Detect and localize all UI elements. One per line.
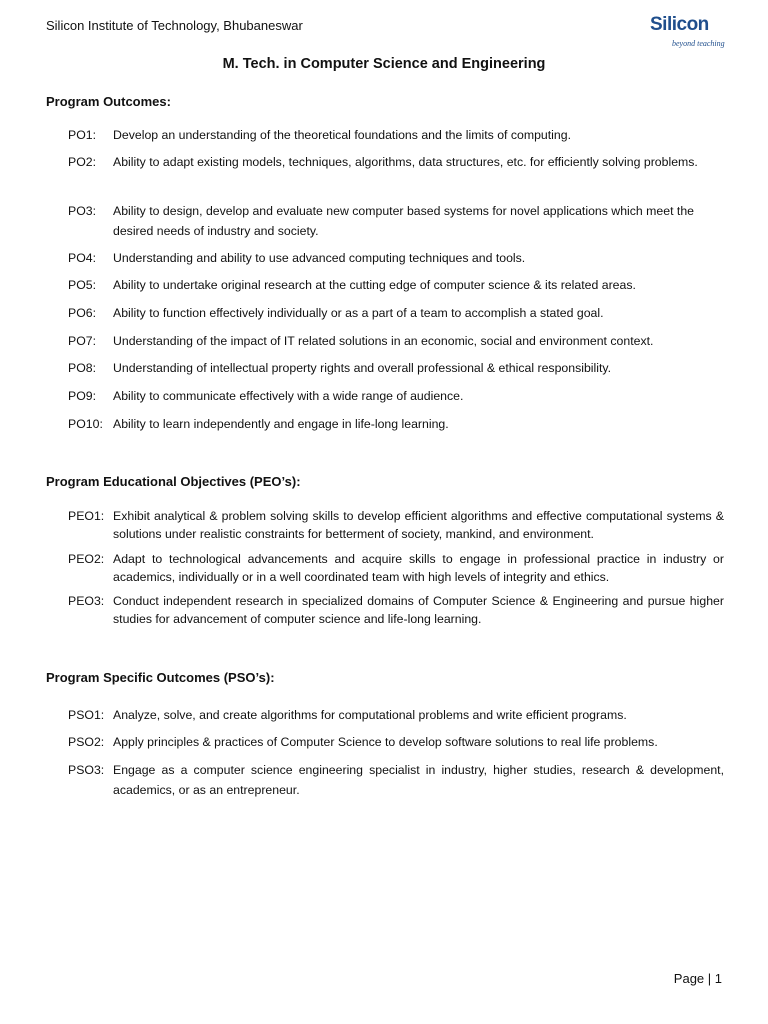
pso-text: Apply principles & practices of Computer Science to develop software solutions to real life problems. <box>113 735 658 749</box>
pso-code: PSO1: <box>68 708 105 722</box>
silicon-logo <box>650 14 730 54</box>
outcome-text: Develop an understanding of the theoretical foundations and the limits of computing. <box>113 128 572 142</box>
peo-code: PEO1: <box>68 509 105 523</box>
outcome-code: PO6: <box>68 306 97 320</box>
outcome-text: Ability to communicate effectively with a wide range of audience. <box>113 389 464 403</box>
peo-item <box>68 550 724 586</box>
outcome-item <box>68 414 724 434</box>
outcome-item <box>68 201 724 241</box>
peo-item <box>68 592 724 628</box>
outcome-text: Ability to undertake original research at the cutting edge of computer science & its related areas. <box>113 278 636 292</box>
peo-code: PEO3: <box>68 594 105 608</box>
peo-heading: Program Educational Objectives (PEO’s): <box>46 474 301 489</box>
pso-code: PSO2: <box>68 735 105 749</box>
outcome-code: PO2: <box>68 155 97 169</box>
document-title: M. Tech. in Computer Science and Engineering <box>222 56 546 72</box>
outcome-code: PO7: <box>68 334 97 348</box>
pso-text: Engage as a computer science engineering specialist in industry, higher studies, research & development, academics, or as an entrepreneur. <box>113 763 724 797</box>
logo-tagline: beyond teaching <box>672 39 725 48</box>
peo-item <box>68 507 724 543</box>
outcome-item <box>68 152 724 172</box>
outcome-code: PO9: <box>68 389 97 403</box>
peo-text: Exhibit analytical & problem solving skills to develop efficient algorithms and effective computational systems & solutions under realistic constraints for betterment of society, mankind, and environment. <box>113 509 724 541</box>
pso-heading: Program Specific Outcomes (PSO’s): <box>46 670 275 685</box>
outcome-item <box>68 386 724 406</box>
pso-item <box>68 732 724 752</box>
outcome-code: PO1: <box>68 128 97 142</box>
outcome-code: PO8: <box>68 361 97 375</box>
pso-item <box>68 705 724 725</box>
peo-text: Adapt to technological advancements and acquire skills to engage in professional practice in industry or academics, individually or in a well coordinated team with high levels of integrity and ethics. <box>113 552 724 584</box>
outcome-code: PO5: <box>68 278 97 292</box>
pso-code: PSO3: <box>68 763 105 777</box>
pso-item <box>68 760 724 800</box>
outcome-text: Ability to function effectively individually or as a part of a team to accomplish a stated goal. <box>113 306 604 320</box>
outcome-text: Ability to adapt existing models, techniques, algorithms, data structures, etc. for efficiently solving problems. <box>113 155 698 169</box>
outcome-item <box>68 331 724 351</box>
pso-text: Analyze, solve, and create algorithms for computational problems and write efficient programs. <box>113 708 627 722</box>
outcome-text: Understanding of intellectual property rights and overall professional & ethical responsibility. <box>113 361 612 375</box>
outcome-text: Ability to learn independently and engage in life-long learning. <box>113 417 449 431</box>
outcome-text: Ability to design, develop and evaluate new computer based systems for novel applications which meet the desired needs of industry and society. <box>113 204 695 238</box>
outcome-item <box>68 125 724 145</box>
peo-text: Conduct independent research in specialized domains of Computer Science & Engineering and pursue higher studies for advancement of computer science and life-long learning. <box>113 594 724 626</box>
outcome-item <box>68 248 724 268</box>
outcome-code: PO3: <box>68 204 97 218</box>
outcome-item <box>68 358 724 378</box>
outcome-text: Understanding and ability to use advanced computing techniques and tools. <box>113 251 526 265</box>
program-outcomes-heading: Program Outcomes: <box>46 94 171 109</box>
logo-wordmark: Silicon <box>650 14 709 35</box>
outcome-code: PO4: <box>68 251 97 265</box>
header-institute-name: Silicon Institute of Technology, Bhubaneswar <box>46 18 303 33</box>
outcome-item <box>68 303 724 323</box>
outcome-code: PO10: <box>68 417 103 431</box>
outcome-text: Understanding of the impact of IT related solutions in an economic, social and environment context. <box>113 334 654 348</box>
peo-code: PEO2: <box>68 552 105 566</box>
outcome-item <box>68 275 724 295</box>
page-number: Page | 1 <box>673 971 722 986</box>
